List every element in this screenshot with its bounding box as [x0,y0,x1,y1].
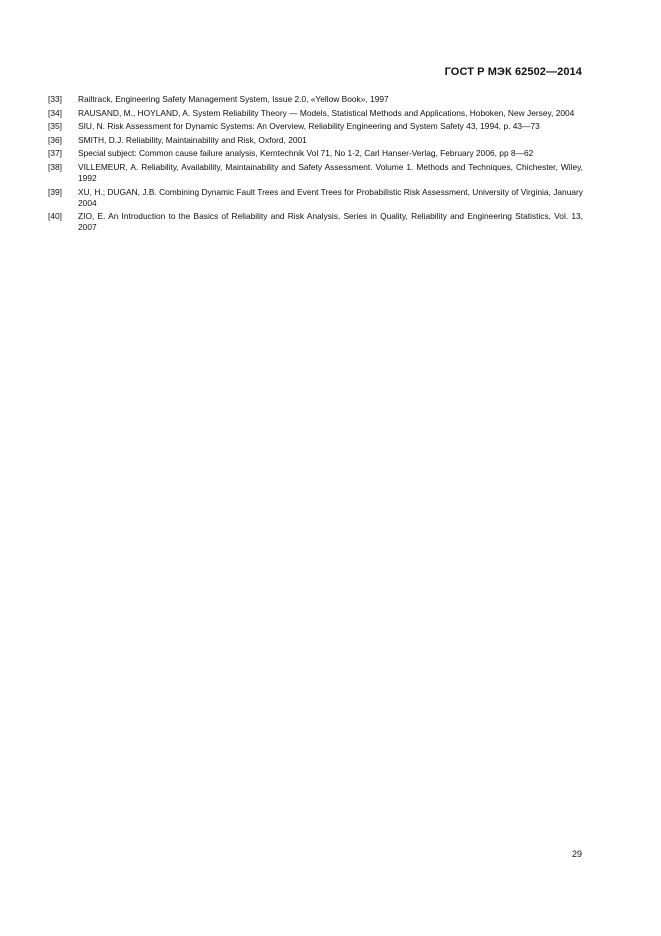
reference-item [48,121,583,132]
bibliography-list [48,94,583,236]
reference-text: VILLEMEUR, A. Reliability, Availability, Maintainability and Safety Assessment. Volume 1. Methods and Techniques, Chichester, Wiley, 1992 [78,161,583,183]
reference-number: [36] [48,134,62,145]
reference-text: SMITH, D.J. Reliability, Maintainability and Risk, Oxford, 2001 [78,134,307,145]
reference-text: XU, H.; DUGAN, J.B. Combining Dynamic Fault Trees and Event Trees for Probabilistic Risk Assessment, University of Virginia, January 2004 [78,186,583,208]
reference-text: Railtrack, Engineering Safety Management System, Issue 2.0, «Yellow Book», 1997 [78,94,389,104]
reference-number: [39] [48,186,62,197]
reference-number: [38] [48,161,62,172]
reference-number: [33] [48,94,62,104]
reference-number: [34] [48,107,62,118]
reference-item [48,94,583,105]
page-number: 29 [571,849,582,859]
reference-number: [35] [48,121,62,132]
page-header-standard-id: ГОСТ Р МЭК 62502—2014 [444,66,582,78]
reference-text: RAUSAND, M., HOYLAND, A. System Reliability Theory — Models, Statistical Methods and Applications, Hoboken, New Jersey, 2004 [78,107,575,118]
reference-text: SIU, N. Risk Assessment for Dynamic Systems: An Overview, Reliability Engineering and System Safety 43, 1994, p. 43—73 [78,121,540,132]
reference-item [48,162,583,184]
reference-item [48,187,583,209]
reference-item [48,108,583,119]
reference-item [48,148,583,159]
reference-number: [40] [48,211,62,222]
reference-text: Special subject: Common cause failure analysis, Kerntechnik Vol 71, No 1-2, Carl Hanser-Verlag, February 2006, pp 8—62 [78,148,534,159]
reference-item [48,211,583,233]
reference-number: [37] [48,148,62,159]
reference-text: ZIO, E. An Introduction to the Basics of Reliability and Risk Analysis, Series in Quality, Reliability and Engineering Statistics, Vol. 13, 2007 [78,211,583,233]
reference-item [48,135,583,146]
